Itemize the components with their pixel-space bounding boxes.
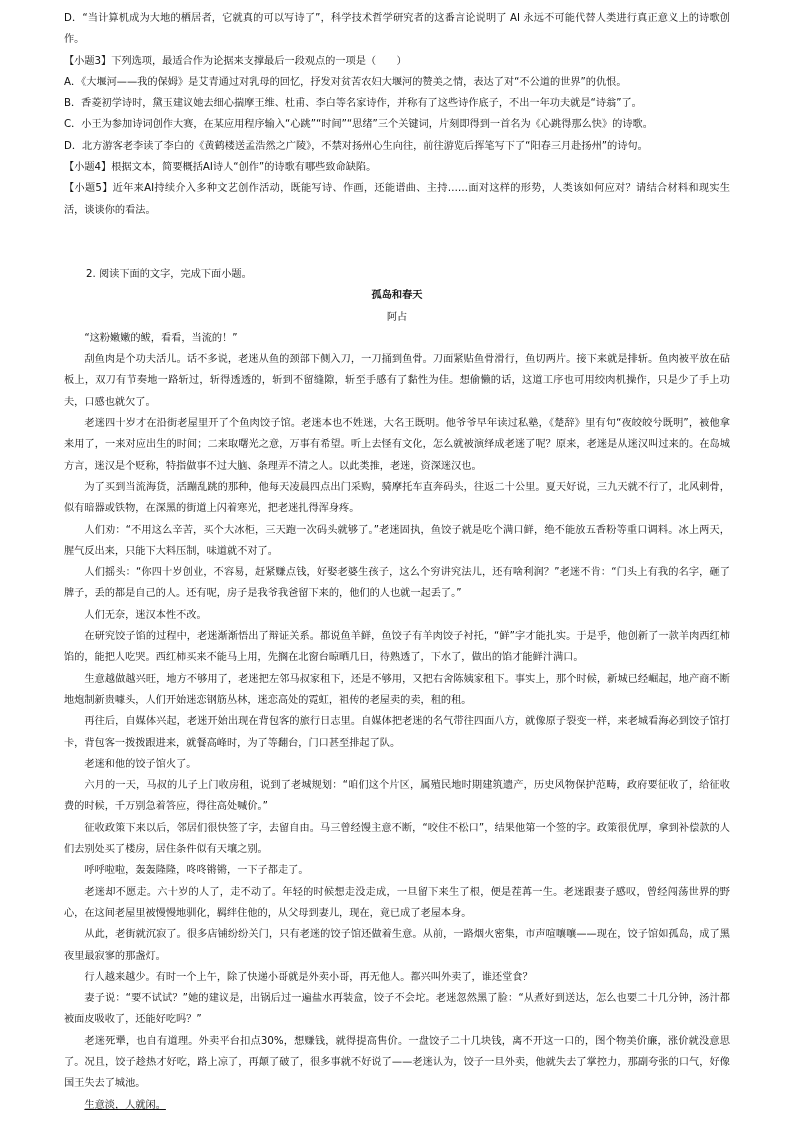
passage-paragraph-underlined: 生意淡，人就闲。 bbox=[84, 1099, 166, 1111]
passage-paragraph: 妻子说：“要不试试？”她的建议是，出锅后过一遍盐水再装盒，饺子不会坨。老迷忽然黑了脸：“从煮好到送达，怎么也要二十几分钟，汤汁都被面皮吸收了，还能好吃吗？” bbox=[64, 993, 730, 1026]
passage-paragraph: 老迷死犟，也自有道理。外卖平台扣点30%，想赚钱，就得提高售价。一盘饺子二十几块钱，离不开这一口的，图个物美价廉，涨价就没意思了。况且，饺子趁热才好吃，路上凉了，再颠了破了，很多事就不好说了——老迷认为，饺子一旦外卖，他就失去了掌控力，那副夸张的口气，好像国王失去了城池。 bbox=[64, 1035, 730, 1090]
passage-paragraph: 呼呼啦啦，轰轰隆隆，咚咚锵锵，一下子都走了。 bbox=[84, 865, 309, 877]
passage-paragraph: 为了买到当流海货，活蹦乱跳的那种，他每天凌晨四点出门采购，骑摩托车直奔码头，往返二十公里。夏天好说，三九天就不行了，北风剌骨，似有暗器或铁物，在深黑的街道上闪着寒光，把老迷扎得浑身疼。 bbox=[64, 481, 730, 515]
passage-paragraph: 老迷四十岁才在沿街老屋里开了个鱼肉饺子馆。老迷本也不姓迷，大名王既明。他爷爷早年读过私塾，《楚辞》里有句“夜皎皎兮既明”，被他拿来用了，一来对应出生的时间；二来取曙光之意，万事有希望。听上去怪有文化，怎么就被演绎成老迷了呢？原来，老迷是从迷汉叫过来的。在岛城方言，迷汉是个贬称，特指做事不过大脑、条理弄不清之人。以此类推，老迷，资深迷汉也。 bbox=[64, 418, 730, 472]
passage-paragraph: 从此，老街就沉寂了。很多店铺纷纷关门，只有老迷的饺子馆还做着生意。从前，一路烟火密集，市声喧嚷嚷——现在，饺子馆如孤岛，成了黑夜里最寂寥的那盏灯。 bbox=[64, 929, 730, 962]
subquestion-4: 【小题4】根据文本，简要概括AI诗人“创作”的诗歌有哪些致命缺陷。 bbox=[64, 162, 377, 174]
passage-paragraph: 人们无奈，迷汉本性不改。 bbox=[84, 609, 207, 621]
passage-title: 孤岛和春天 bbox=[371, 290, 423, 302]
option-3-d: D．北方游客老李读了李白的《黄鹤楼送孟浩然之广陵》，不禁对扬州心生向往，前往游览后挥笔写下了“阳春三月赴扬州”的诗句。 bbox=[64, 140, 648, 152]
option-3-b: B．香菱初学诗时，黛玉建议她去细心揣摩王维、杜甫、李白等名家诗作，并称有了这些诗作底子，不出一年功夫就是“诗翁”了。 bbox=[64, 98, 642, 110]
question-1-tail bbox=[64, 8, 730, 221]
passage-paragraph: 人们劝：“不用这么辛苦，买个大冰柜，三天跑一次码头就够了。”老迷固执，鱼饺子就是吃个满口鲜，绝不能放五香粉等重口调料。冰上两天，腥气反出来，只能下大料压制，味道就不对了。 bbox=[64, 524, 730, 557]
passage-paragraph: 生意越做越兴旺，地方不够用了，老迷把左邻马叔家租下，还是不够用，又把右舍陈姨家租下。事实上，那个时候，新城已经崛起，地产商不断地炮制新贵噱头，人们开始迷恋钢筋丛林，迷恋高处的霓虹，祖传的老屋卖的卖，租的租。 bbox=[64, 673, 730, 706]
subquestion-3: 【小题3】下列选项，最适合作为论据来支撑最后一段观点的一项是（ ） bbox=[64, 55, 407, 67]
question-2 bbox=[64, 264, 730, 1116]
subquestion-5: 【小题5】近年来AI持续介入多种文艺创作活动，既能写诗、作画，还能谱曲、主持……面对这样的形势，人类该如何应对？请结合材料和现实生活，谈谈你的看法。 bbox=[64, 183, 730, 216]
option-3-a: A．《大堰河——我的保姆》是艾青通过对乳母的回忆，抒发对贫苦农妇大堰河的赞美之情，表达了对“不公道的世界”的仇恨。 bbox=[64, 76, 627, 88]
passage-paragraph: 再往后，自媒体兴起，老迷开始出现在背包客的旅行日志里。自媒体把老迷的名气带往四面八方，就像原子裂变一样，来老城看海必到饺子馆打卡，背包客一拨拨跟进来，就餐高峰时，为了等翻台，门口甚至排起了队。 bbox=[64, 716, 730, 749]
passage-paragraph: 在研究饺子馅的过程中，老迷渐渐悟出了辩证关系。都说鱼羊鲜，鱼饺子有羊肉饺子衬托，“鲜”字才能扎实。于是乎，他创新了一款羊肉西红柿馅的，能把人吃哭。西红柿买来不能马上用，先搁在北窗台晾晒几日，待熟透了，下水了，做出的馅才能鲜汁满口。 bbox=[64, 631, 730, 664]
passage-paragraph: 六月的一天，马叔的儿子上门收房租，说到了老城规划：“咱们这个片区，属殖民地时期建筑遗产，历史风物保护范畴，政府要征收了，给征收费的时候，千万别急着答应，得往高处喊价。” bbox=[64, 780, 730, 813]
passage-paragraph: 老迷却不愿走。六十岁的人了，走不动了。年轻的时候想走没走成，一旦留下来生了根，便是茬苒一生。老迷跟妻子感叹，曾经闯荡世界的野心，在这间老屋里被慢慢地驯化，羁绊住他的，从父母到妻儿，现在，竟已成了老屋本身。 bbox=[64, 886, 730, 919]
question-2-intro: 2. 阅读下面的文字，完成下面小题。 bbox=[86, 269, 252, 280]
passage-paragraph: 老迷和他的饺子馆火了。 bbox=[84, 758, 197, 770]
passage-paragraph: “这粉嫩嫩的鲅，看看，当流的！” bbox=[84, 332, 238, 344]
option-1-2-d: D．“当计算机成为大地的栖居者，它就真的可以写诗了”，科学技术哲学研究者的这番言论说明了 AI 永远不可能代替人类进行真正意义上的诗歌创作。 bbox=[64, 13, 730, 46]
passage-paragraph: 行人越来越少。有时一个上午，除了快递小哥就是外卖小哥，再无他人。都兴叫外卖了，谁还堂食？ bbox=[84, 971, 533, 983]
passage-paragraph: 征收政策下来以后，邻居们很快签了字，去留自由。马三曾经馒主意不断，“咬住不松口”，结果他第一个签的字。政策很优厚，拿到补偿款的人们去别处买了楼房，居住条件似有天壤之别。 bbox=[64, 822, 730, 856]
passage-author: 阿占 bbox=[386, 311, 408, 323]
passage-paragraph: 人们摇头：“你四十岁创业，不容易，赶紧赚点钱，好娶老婆生孩子，这么个穷讲究法儿，还有啥利润？”老迷不肯：“门头上有我的名字，砸了牌子，丢的都是自己的人。还有呢，房子是我爷我爸留下来的，他们的人也就一起丢了。” bbox=[64, 567, 730, 600]
option-3-c: C．小王为参加诗词创作大赛，在某应用程序输入“心跳”“时间”“思绪”三个关键词，片刻即得到一首名为《心跳得那么快》的诗歌。 bbox=[64, 119, 653, 131]
passage-paragraph: 刮鱼肉是个功夫活儿。话不多说，老迷从鱼的颈部下侧入刀，一刀捅到鱼骨。刀面紧贴鱼骨滑行，鱼切两片。接下来就是排斩。鱼肉被平放在砧板上，双刀有节奏地一路斩过，斩得透透的，斩到不留缝隙，斩至手感有了黏性为佳。想偷懒的话，这道工序也可用绞肉机操作，只是少了手上功夫，口感也就欠了。 bbox=[64, 354, 730, 408]
